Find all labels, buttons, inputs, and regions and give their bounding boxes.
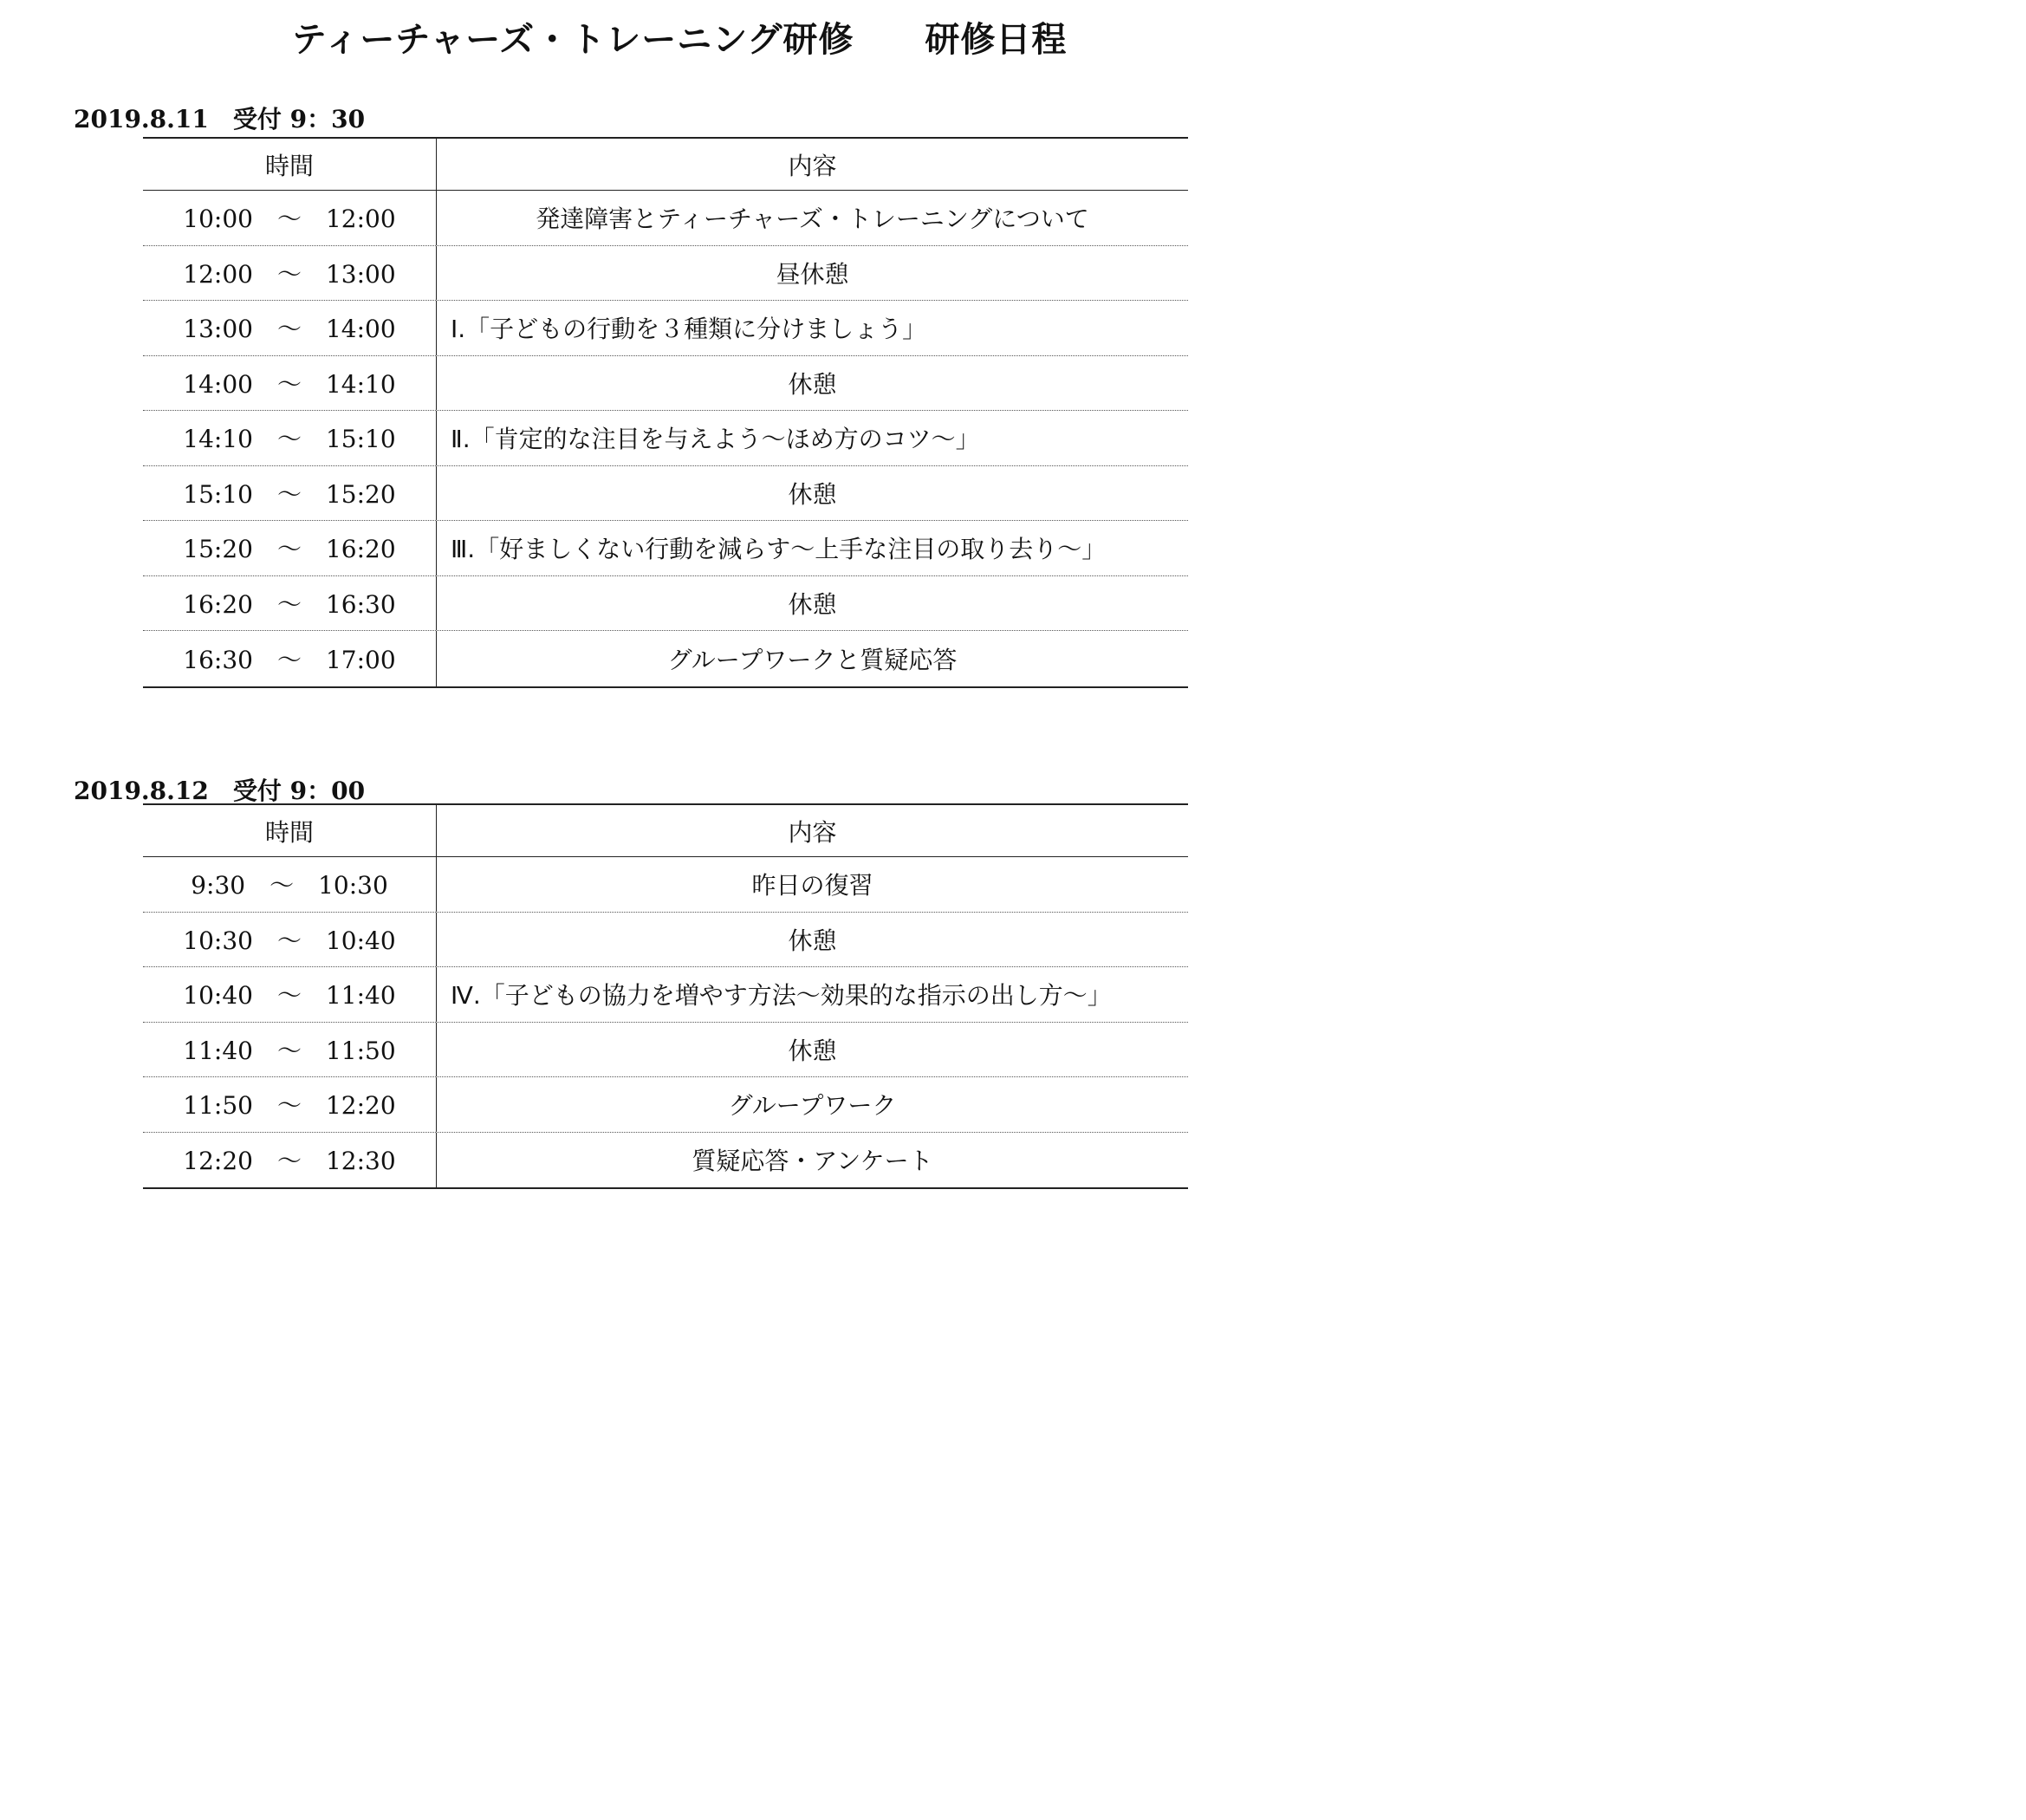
- header-time: 時間: [143, 139, 437, 190]
- row-time: 11:50 ～ 12:20: [143, 1077, 437, 1132]
- table-row: [143, 356, 1188, 412]
- day1-heading: 2019.8.11 受付 9：30: [74, 105, 366, 133]
- row-time: 15:20 ～ 16:20: [143, 521, 437, 575]
- table-row: [143, 631, 1188, 686]
- row-content: Ⅲ.「好ましくない行動を減らす～上手な注目の取り去り～」: [451, 535, 1107, 564]
- table-row: [143, 913, 1188, 968]
- row-content: Ⅳ.「子どもの協力を増やす方法～効果的な指示の出し方～」: [451, 981, 1112, 1011]
- row-time: 12:00 ～ 13:00: [143, 246, 437, 301]
- row-time: 13:00 ～ 14:00: [143, 301, 437, 355]
- row-content: 質疑応答・アンケート: [692, 1147, 933, 1176]
- row-time: 16:20 ～ 16:30: [143, 576, 437, 631]
- row-time: 15:10 ～ 15:20: [143, 466, 437, 521]
- row-content: グループワーク: [728, 1091, 897, 1121]
- row-content: 休憩: [788, 1036, 837, 1065]
- table-row: [143, 1023, 1188, 1078]
- header-content: 内容: [788, 817, 837, 847]
- row-content: 昼休憩: [776, 259, 849, 289]
- row-time: 14:00 ～ 14:10: [143, 356, 437, 411]
- row-time: 10:30 ～ 10:40: [143, 913, 437, 967]
- row-content: Ⅱ.「肯定的な注目を与えよう～ほめ方のコツ～」: [451, 425, 980, 454]
- row-time: 10:40 ～ 11:40: [143, 967, 437, 1022]
- table-row: [143, 466, 1188, 522]
- table-row: [143, 1133, 1188, 1188]
- row-content: 昨日の復習: [751, 871, 873, 900]
- row-time: 9:30 ～ 10:30: [143, 857, 437, 912]
- table-row: [143, 521, 1188, 576]
- row-content: 休憩: [788, 479, 837, 509]
- day1-schedule-table: [143, 137, 1188, 688]
- table-header: [143, 139, 1188, 191]
- table-row: [143, 411, 1188, 466]
- row-content: 休憩: [788, 926, 837, 955]
- row-time: 14:10 ～ 15:10: [143, 411, 437, 465]
- row-content: 休憩: [788, 369, 837, 399]
- table-row: [143, 967, 1188, 1023]
- day2-schedule-table: [143, 803, 1188, 1189]
- row-time: 16:30 ～ 17:00: [143, 631, 437, 686]
- row-content: 休憩: [788, 589, 837, 619]
- row-time: 10:00 ～ 12:00: [143, 191, 437, 245]
- table-header: [143, 805, 1188, 857]
- row-time: 12:20 ～ 12:30: [143, 1133, 437, 1188]
- page-title: ティーチャーズ・トレーニング研修 研修日程: [291, 20, 1068, 60]
- table-row: [143, 576, 1188, 632]
- table-row: [143, 857, 1188, 913]
- row-time: 11:40 ～ 11:50: [143, 1023, 437, 1077]
- table-row: [143, 301, 1188, 356]
- table-row: [143, 191, 1188, 246]
- header-time: 時間: [143, 805, 437, 856]
- day2-heading: 2019.8.12 受付 9：00: [74, 777, 366, 805]
- table-row: [143, 1077, 1188, 1133]
- row-content: グループワークと質疑応答: [667, 645, 958, 674]
- table-row: [143, 246, 1188, 302]
- row-content: 発達障害とティーチャーズ・トレーニングについて: [536, 205, 1089, 234]
- header-content: 内容: [788, 151, 837, 180]
- row-content: Ⅰ.「子どもの行動を３種類に分けましょう」: [451, 315, 927, 344]
